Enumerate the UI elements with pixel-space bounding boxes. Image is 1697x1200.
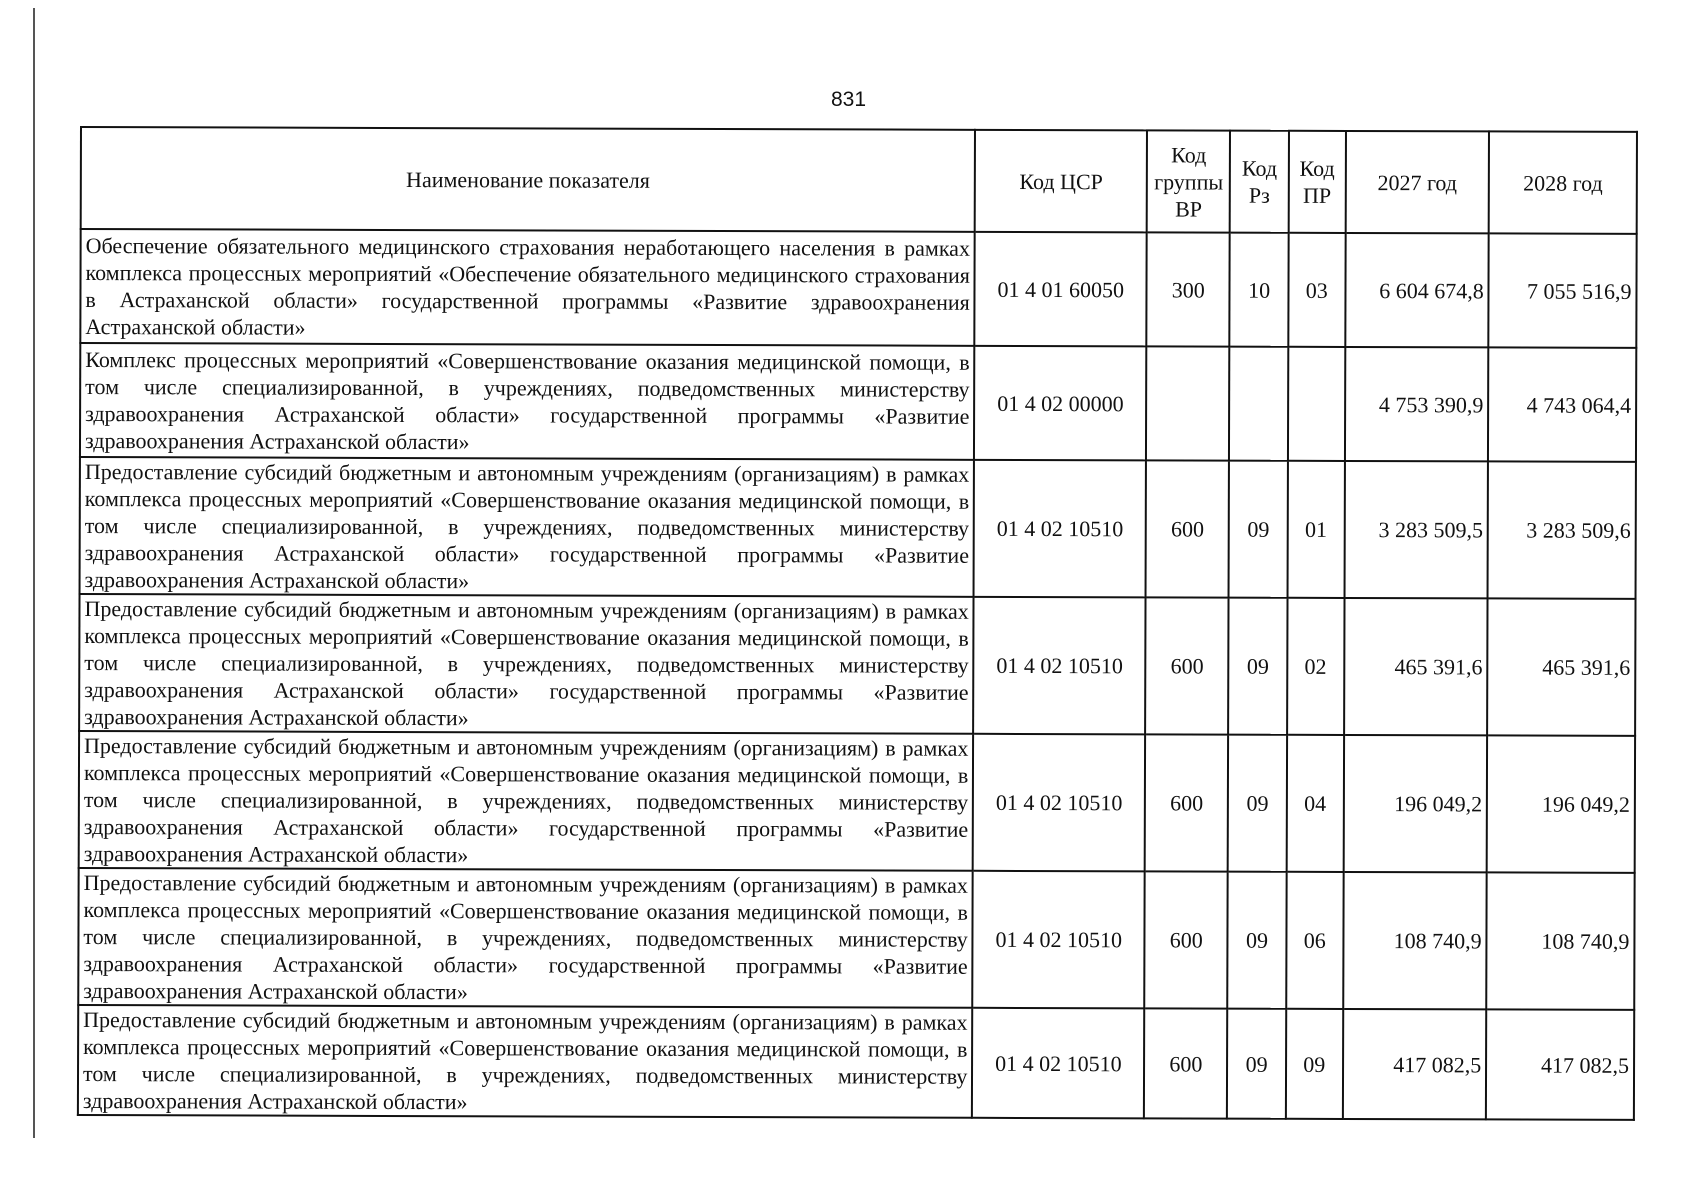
table-row	[80, 457, 1636, 599]
row-vr	[1146, 346, 1229, 460]
row-pr: 06	[1286, 872, 1343, 1009]
row-2028: 465 391,6	[1487, 598, 1635, 735]
row-2028: 3 283 509,6	[1488, 461, 1636, 598]
row-vr: 300	[1147, 232, 1230, 346]
row-2027: 196 049,2	[1343, 735, 1487, 872]
row-rz: 09	[1227, 1009, 1286, 1119]
table-row	[78, 868, 1634, 1010]
row-rz: 09	[1229, 461, 1288, 598]
row-rz: 09	[1228, 735, 1287, 872]
row-rz: 10	[1230, 233, 1289, 347]
header-csr: Код ЦСР	[975, 130, 1147, 233]
scan-edge-line	[33, 8, 35, 1138]
row-csr: 01 4 01 60050	[975, 232, 1147, 347]
row-pr: 03	[1288, 233, 1345, 347]
header-2028: 2028 год	[1489, 131, 1637, 233]
row-2027: 417 082,5	[1342, 1009, 1486, 1119]
row-name: Предоставление субсидий бюджетным и автономным учреждениям (организациям) в рамках комплекса процессных мероприятий «Совершенствование оказания медицинской помощи, в том числе специализированной, в учреждениях, подведомственных министерству здравоохранения Астраханской области» государственной программы «Развитие здравоохранения Астраханской области»	[79, 731, 974, 871]
row-rz: 09	[1228, 598, 1287, 735]
row-name: Комплекс процессных мероприятий «Совершенствование оказания медицинской помощи, в том числе специализированной, в учреждениях, подведомственных министерству здравоохранения Астраханской области» государственной программы «Развитие здравоохранения Астраханской области»	[80, 343, 975, 460]
table-row	[78, 1005, 1634, 1120]
row-csr: 01 4 02 10510	[973, 597, 1145, 735]
row-2027: 465 391,6	[1344, 598, 1488, 735]
row-2028: 196 049,2	[1487, 735, 1635, 872]
row-pr: 04	[1287, 735, 1344, 872]
row-pr: 02	[1287, 598, 1344, 735]
table-row	[79, 731, 1635, 873]
header-2027: 2027 год	[1345, 131, 1489, 233]
row-2028: 4 743 064,4	[1488, 347, 1636, 461]
row-vr: 600	[1145, 871, 1228, 1008]
table-row	[80, 343, 1636, 462]
row-vr: 600	[1144, 1008, 1227, 1118]
header-rz: Код Рз	[1230, 131, 1289, 233]
table-header-row	[81, 127, 1637, 234]
row-vr: 600	[1145, 597, 1228, 734]
row-pr: 01	[1287, 461, 1344, 598]
row-pr: 09	[1286, 1009, 1343, 1119]
row-rz: 09	[1228, 872, 1287, 1009]
table-row	[80, 229, 1636, 348]
row-rz	[1229, 347, 1288, 461]
row-csr: 01 4 02 00000	[974, 346, 1146, 461]
row-2028: 417 082,5	[1486, 1009, 1634, 1119]
budget-table	[77, 126, 1638, 1121]
row-vr: 600	[1146, 460, 1229, 597]
row-2027: 4 753 390,9	[1345, 347, 1489, 461]
row-name: Предоставление субсидий бюджетным и автономным учреждениям (организациям) в рамках комплекса процессных мероприятий «Совершенствование оказания медицинской помощи, в том числе специализированной, в учреждениях, подведомственных министерству здравоохранения Астраханской области» государственной программы «Развитие здравоохранения Астраханской области»	[79, 594, 974, 734]
header-vr: Код группы ВР	[1147, 130, 1230, 232]
row-csr: 01 4 02 10510	[972, 1008, 1144, 1119]
row-name: Предоставление субсидий бюджетным и автономным учреждениям (организациям) в рамках комплекса процессных мероприятий «Совершенствование оказания медицинской помощи, в том числе специализированной, в учреждениях, подведомственных министерству здравоохранения Астраханской области» государственной программы «Развитие здравоохранения Астраханской области»	[80, 457, 975, 597]
row-name: Предоставление субсидий бюджетным и автономным учреждениям (организациям) в рамках комплекса процессных мероприятий «Совершенствование оказания медицинской помощи, в том числе специализированной, в учреждениях, подведомственных министерству здравоохранения Астраханской области»	[78, 1005, 973, 1118]
row-vr: 600	[1145, 734, 1228, 871]
row-csr: 01 4 02 10510	[973, 734, 1145, 872]
row-2028: 108 740,9	[1486, 872, 1634, 1009]
row-2027: 108 740,9	[1343, 872, 1487, 1009]
row-csr: 01 4 02 10510	[974, 460, 1146, 598]
row-csr: 01 4 02 10510	[973, 871, 1145, 1009]
table-row	[79, 594, 1635, 736]
header-pr: Код ПР	[1289, 131, 1346, 233]
row-2027: 3 283 509,5	[1344, 461, 1488, 598]
header-name: Наименование показателя	[81, 127, 976, 232]
row-name: Обеспечение обязательного медицинского страхования неработающего населения в рамках комплекса процессных мероприятий «Обеспечение обязательного медицинского страхования в Астраханской области» государственной программы «Развитие здравоохранения Астраханской области»	[80, 229, 975, 346]
page-number: 831	[830, 88, 867, 111]
row-name: Предоставление субсидий бюджетным и автономным учреждениям (организациям) в рамках комплекса процессных мероприятий «Совершенствование оказания медицинской помощи, в том числе специализированной, в учреждениях, подведомственных министерству здравоохранения Астраханской области» государственной программы «Развитие здравоохранения Астраханской области»	[78, 868, 973, 1008]
row-2028: 7 055 516,9	[1489, 233, 1637, 347]
row-2027: 6 604 674,8	[1345, 233, 1489, 347]
row-pr	[1288, 347, 1345, 461]
